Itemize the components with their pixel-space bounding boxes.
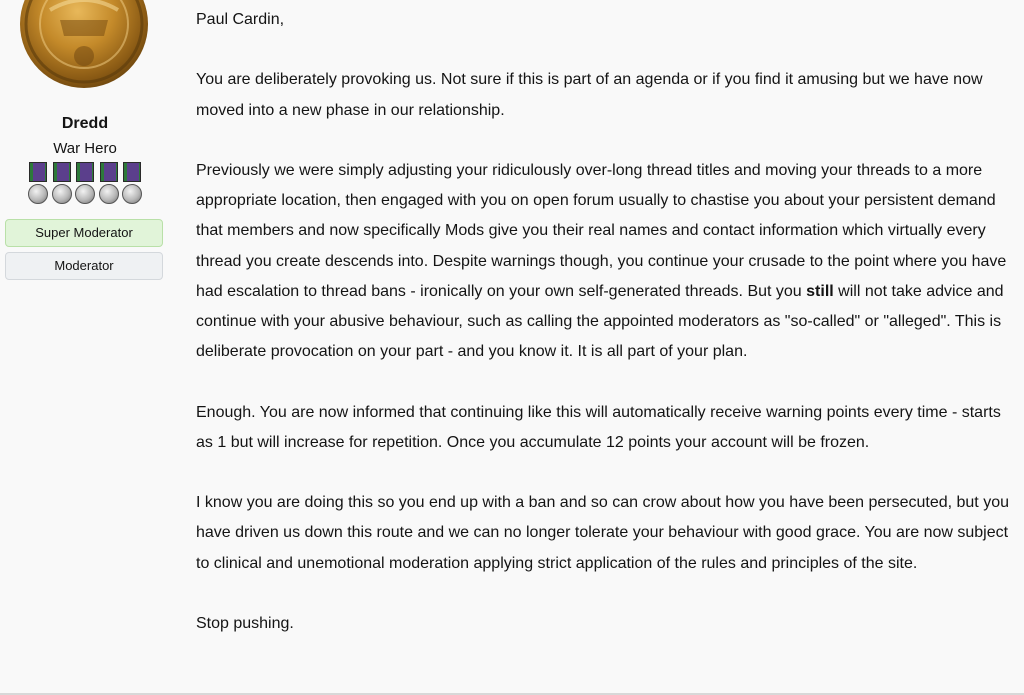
moderator-banner: Moderator [5,252,163,280]
medal-row [28,162,142,208]
bold-still: still [806,282,834,300]
message-body [196,5,1018,639]
salutation: Paul Cardin, [196,11,285,28]
medal-icon [75,162,95,208]
paragraph-2 [196,156,1018,367]
username[interactable]: Dredd [61,115,109,132]
paragraph-2-start: Previously we were simply adjusting your ridiculously over-long thread titles and moving your threads to a more appropriate location, then engaged with you on open forum usually to chastise you about your persistent demand that members and now specifically Mods give you their real names and contact information which virtually every thread you create descends into. Despite warnings though, you continue your crusade to the point where you have had escalation to thread bans - ironically on your own self-generated threads. But you [196,161,1007,300]
post-user-cell [0,0,170,695]
avatar[interactable] [20,0,148,88]
medal-icon [99,162,119,208]
paragraph-1: You are deliberately provoking us. Not sure if this is part of an agenda or if you find it amusing but we have now moved into a new phase in our relationship. [196,71,983,119]
paragraph-3: Enough. You are now informed that continuing like this will automatically receive warning points every time - starts as 1 but will increase for repetition. Once you accumulate 12 points your account will be frozen. [196,403,1001,451]
user-title: War Hero [53,140,117,157]
medal-icon [52,162,72,208]
super-moderator-banner: Super Moderator [5,219,163,247]
medal-icon [28,162,48,208]
paragraph-5: Stop pushing. [196,614,294,632]
paragraph-2-end: will not take advice and continue with your abusive behaviour, such as calling the appointed moderators as "so-called" or "alleged". This is deliberate provocation on your part - and you know it. It is all part of your plan. [196,282,1004,361]
medal-icon [122,162,142,208]
paragraph-4: I know you are doing this so you end up with a ban and so can crow about how you have been persecuted, but you have driven us down this route and we can no longer tolerate your behaviour with good grace. You are now subject to clinical and unemotional moderation applying strict application of the rules and principles of the site. [196,494,1009,572]
